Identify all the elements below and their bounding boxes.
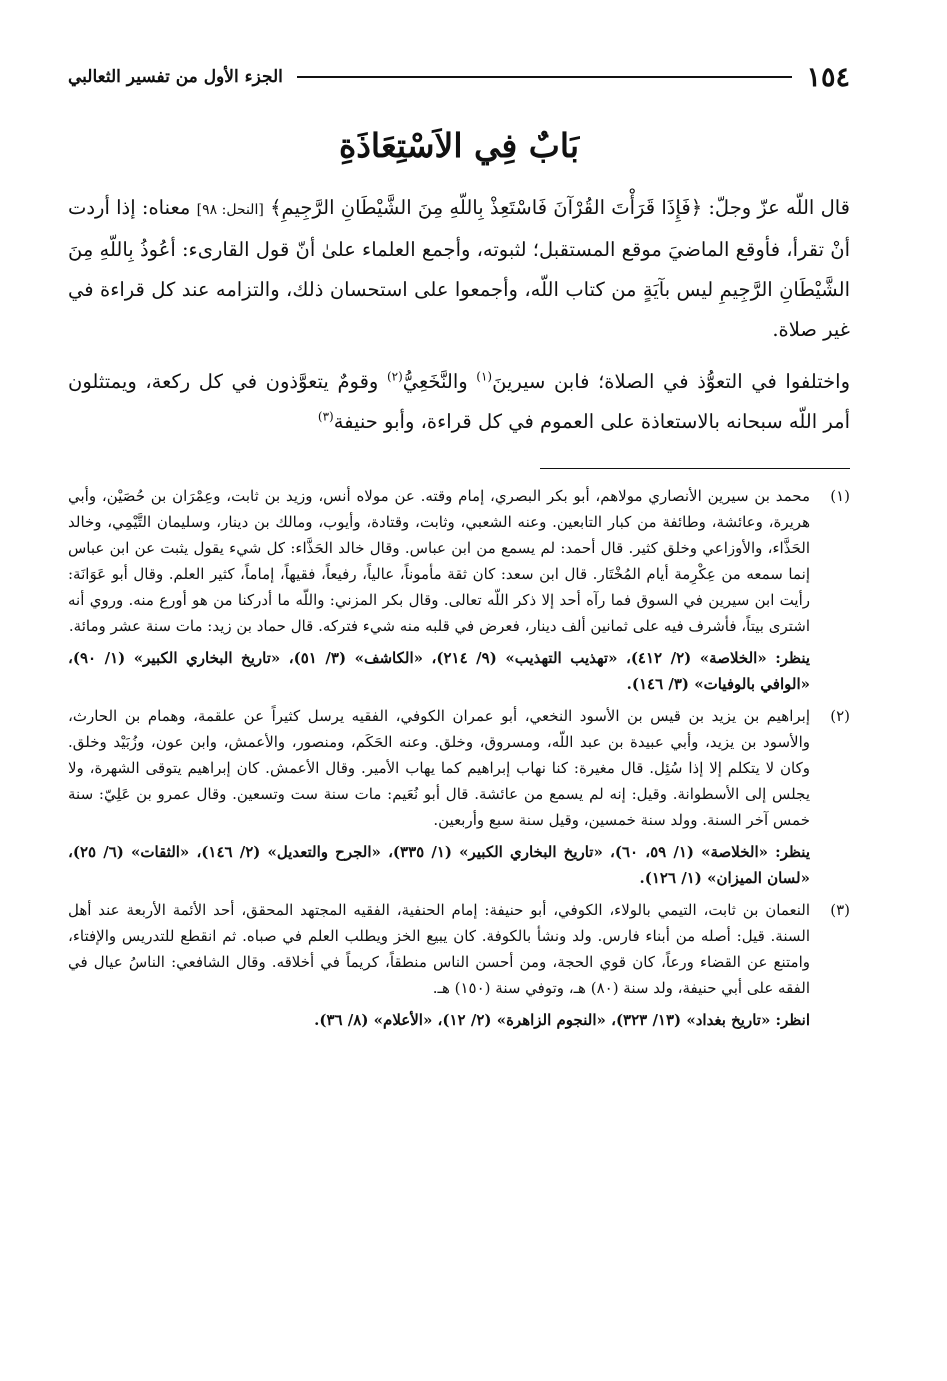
footnote-number: (١) bbox=[830, 486, 850, 505]
footnote-divider bbox=[540, 468, 850, 469]
main-paragraph-1 bbox=[68, 188, 850, 350]
footnote-number: (٣) bbox=[830, 900, 850, 919]
paragraph-2-part-c: وقومٌ يتعوَّذون في كل ركعة، ويمتثلون أمر اللّه سبحانه بالاستعاذة على العموم في كل قراءة، وأبو حنيفة bbox=[68, 369, 850, 433]
footnote-sources: ينظر: «الخلاصة» (٢/ ٤١٢)، «تهذيب التهذيب» (٩/ ٢١٤)، «الكاشف» (٣/ ٥١)، «تاريخ البخاري الكبير» (١/ ٩٠)، «الوافي بالوفيات» (٣/ ١٤٦). bbox=[68, 648, 811, 693]
footnote-text: محمد بن سيرين الأنصاري مولاهم، أبو بكر البصري، إمام وقته. عن مولاه أنس، وزيد بن ثابت، وعِمْرَان بن حُصَيْن، وأبي هريرة، وعائشة، وطائفة من كبار التابعين. وعنه الشعبي، وثابت، وقتادة، وأيوب، ومالك بن دينار، وسليمان التَّيْمِي، وخالد الحَذَّاء، والأوزاعي وخلق كثير. قال أحمد: لم يسمع من ابن عباس. وقال خالد الحَذَّاء: كل شيء يقول يثبت عن ابن عباس إنما سمعه من عِكْرِمة أيام المُخْتَار. قال ابن سعد: كان ثقة مأموناً، عالياً، رفيعاً، فقيهاً، إماماً، كثير العلم. وقال أبو عَوَانَة: رأيت ابن سيرين في السوق فما رآه أحد إلا ذكر اللّه تعالى. وقال بكر المزني: واللّه ما أدركنا من هو أورع منه. وروي أنه اشترى بيتاً، فأشرف فيه على ثمانين ألف دينار، فعرض في قلبه منه شيء فتركه. قال حماد بن زيد: مات سنة عشر ومائة. bbox=[68, 486, 810, 635]
running-header bbox=[68, 58, 850, 96]
footnote-1 bbox=[68, 483, 850, 697]
footnote-sources: انظر: «تاريخ بغداد» (١٣/ ٣٢٣)، «النجوم الزاهرة» (٢/ ١٢)، «الأعلام» (٨/ ٣٦). bbox=[314, 1010, 810, 1029]
footnote-marker-2[interactable]: (٢) bbox=[386, 369, 403, 384]
header-rule bbox=[297, 76, 793, 78]
footnote-text: النعمان بن ثابت، التيمي بالولاء، الكوفي، أبو حنيفة: إمام الحنفية، الفقيه المجتهد المحقق، أحد الأئمة الأربعة عند أهل السنة. قيل: أصله من أبناء فارس. ولد ونشأ بالكوفة. كان يبيع الخز ويطلب العلم في صباه. ثم انقطع للتدريس والإفتاء، وامتنع عن القضاء ورعاً، كان قوي الحجة، ومن أحسن الناس منطقاً، كريماً في أخلاقه. وقال الشافعي: الناسُ عيال في الفقه على أبي حنيفة، ولد سنة (٨٠) هـ، وتوفي سنة (١٥٠) هـ. bbox=[68, 900, 810, 997]
footnote-2 bbox=[68, 703, 850, 891]
running-title: الجزء الأول من تفسير الثعالبي bbox=[68, 67, 283, 87]
footnote-marker-1[interactable]: (١) bbox=[476, 369, 493, 384]
paragraph-2-part-a: واختلفوا في التعوُّذ في الصلاة؛ فابن سيرينَ bbox=[492, 369, 850, 393]
main-paragraph-2 bbox=[68, 362, 850, 442]
chapter-title: بَابٌ فِي الاَسْتِعَاذَةِ bbox=[338, 126, 580, 165]
footnote-3 bbox=[68, 897, 850, 1033]
quran-verse: ﴿فَإِذَا قَرَأْتَ القُرْآنَ فَاسْتَعِذْ بِاللّهِ مِنَ الشَّيْطَانِ الرَّجِيمِ﴾ bbox=[270, 195, 703, 219]
verse-reference: [النحل: ٩٨] bbox=[196, 201, 264, 218]
book-page bbox=[68, 58, 850, 1039]
page-number: ١٥٤ bbox=[806, 61, 850, 93]
footnote-number: (٢) bbox=[830, 706, 850, 725]
footnote-sources: ينظر: «الخلاصة» (١/ ٥٩، ٦٠)، «تاريخ البخاري الكبير» (١/ ٣٣٥)، «الجرح والتعديل» (٢/ ١٤٦)، «الثقات» (٦/ ٢٥)، «لسان الميزان» (١/ ١٢٦). bbox=[68, 842, 810, 887]
paragraph-1-text: معناه: إذا أردت أنْ تقرأ، فأوقع الماضيَ موقع المستقبل؛ لثبوته، وأجمع العلماء علىٰ أنّ قول القارىء: أعُوذُ بِاللّهِ مِنَ الشَّيْطَانِ الرَّجِيمِ ليس بآيَةٍ من كتاب اللّه، وأجمعوا على استحسان ذلك، والتزامه عند كل قراءة في غير صلاة. bbox=[68, 195, 850, 341]
footnote-text: إبراهيم بن يزيد بن قيس بن الأسود النخعي، أبو عمران الكوفي، الفقيه يرسل كثيراً عن علقمة، وهمام بن الحارث، والأسود بن يزيد، وأبي عبيدة بن عبد اللّه، ومسروق، وخلق. وعنه الحَكَم، ومنصور، والأعمش، وابن عون، وزُبَيْد وخلق. وكان لا يتكلم إلا إذا سُئِل. قال مغيرة: كنا نهاب إبراهيم كما يهاب الأمير. وقال الأعمش. كان إبراهيم يتوقى الشهرة، ولا يجلس إلى الأسطوانة. وقيل: إنه لم يسمع من عائشة. قال أبو نُعَيم: مات سنة ست وتسعين. وقال عمرو بن عَلِيّ: سنة خمس آخر السنة. وولد سنة خمسين، وقيل سنة سبع وأربعين. bbox=[68, 706, 810, 829]
paragraph-2-part-b: والنَّخَعِيُّ bbox=[402, 369, 477, 393]
quran-intro: قال اللّه عزّ وجلّ: bbox=[702, 195, 850, 219]
footnote-marker-3[interactable]: (٣) bbox=[317, 409, 334, 424]
